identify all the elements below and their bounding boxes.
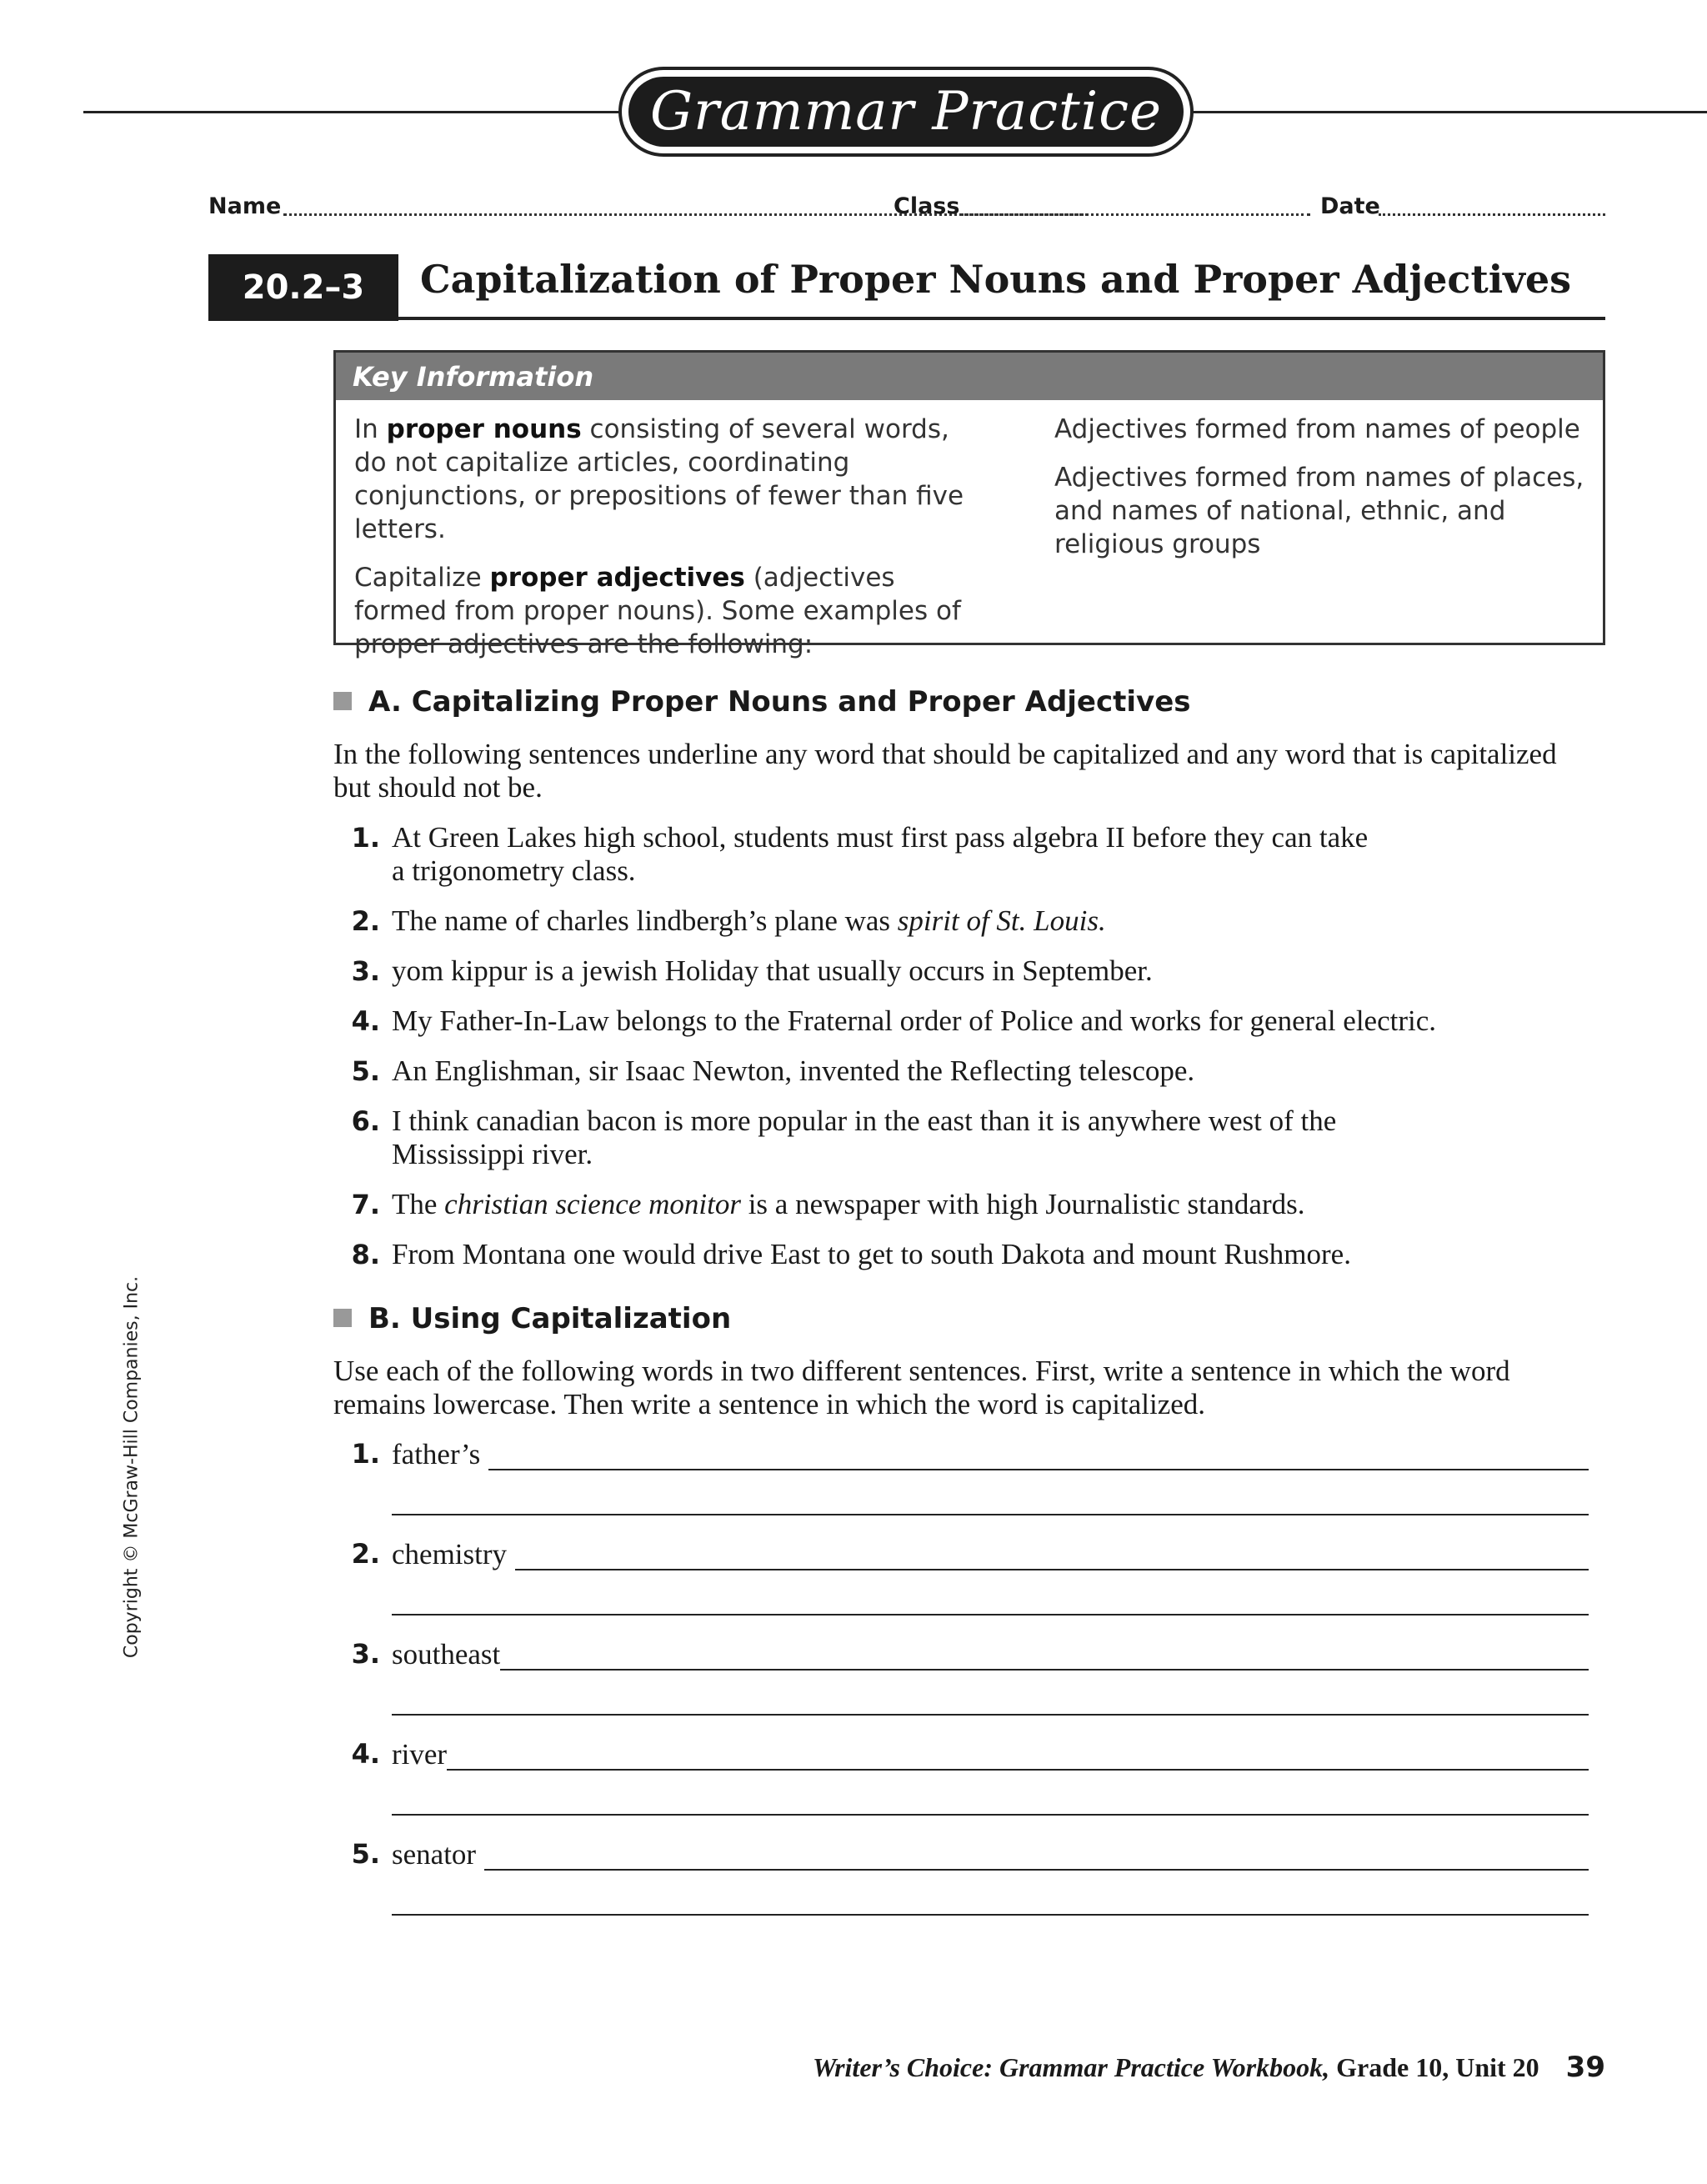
- page-number: 39: [1565, 2051, 1605, 2084]
- writing-item: 1. father’s: [350, 1438, 1589, 1471]
- page-footer: [813, 2051, 1605, 2084]
- answer-line[interactable]: [392, 1814, 1589, 1816]
- key-example-people: Adjectives formed from names of people: [1054, 414, 1580, 444]
- banner-title: Grammar Practice: [628, 77, 1184, 147]
- square-bullet-icon: [333, 1309, 352, 1327]
- key-example-places: Adjectives formed from names of places, and names of national, ethnic, and religious groups: [1054, 463, 1584, 559]
- key-paragraph-proper-adjectives: Capitalize proper adjectives (adjectives formed from proper nouns). Some examples of proper adjectives are the following:: [354, 563, 961, 659]
- class-field[interactable]: [960, 205, 1310, 216]
- header-banner: [618, 67, 1194, 157]
- key-information-box: [333, 350, 1605, 659]
- answer-line[interactable]: [392, 1569, 1589, 1570]
- writing-item: 4. river: [350, 1738, 1589, 1771]
- writing-item: 5. senator: [350, 1838, 1589, 1871]
- date-field[interactable]: [1379, 205, 1605, 216]
- answer-line[interactable]: [392, 1469, 1589, 1470]
- key-information-left-column: [354, 413, 988, 676]
- lesson-number: 20.2–3: [208, 254, 398, 321]
- book-title: Writer’s Choice: Grammar Practice Workbook,: [813, 2052, 1330, 2082]
- name-label: Name: [208, 193, 282, 219]
- lesson-title-rule: [398, 317, 1605, 320]
- answer-line[interactable]: [392, 1514, 1589, 1515]
- class-label: Class: [894, 193, 960, 219]
- key-information-right-column: [1054, 413, 1588, 576]
- key-information-heading: Key Information: [336, 353, 1603, 400]
- date-label: Date: [1320, 193, 1380, 219]
- answer-line[interactable]: [392, 1669, 1589, 1671]
- lesson-title: Capitalization of Proper Nouns and Proper Adjectives: [420, 257, 1572, 302]
- name-class-date-row: [208, 193, 1605, 227]
- answer-line[interactable]: [392, 1714, 1589, 1716]
- answer-line[interactable]: [392, 1614, 1589, 1615]
- worksheet-page: Grammar Practice Name Class Date 20.2–3 Capitalization of Proper Nouns and Proper Adjectives Key Information In proper nouns consisting of several words, do not capitalize articles, coordinating conjunctions, or prepositions of fewer than five letters. Capitalize proper adjectives (adjectives formed from proper nouns). Some examples of proper adjectives are the following: Adjectives formed from names of people Adjectives formed from names of places, and names of national, ethnic, and religious groups A. Capitalizing Proper Nouns and Proper Adjectives In the following sentences underline any word that should be capitalized and any word that is capitalized but should not be. 1. At Green Lakes high school, students must first pass algebra II before they can take a trigonometry class. 2. The name of charles lindbergh’s plane was spirit of St. Louis. 3. yom kippur is a jewish Holiday that usually occurs in September. 4. My Father-In-Law belongs to the Fraternal order of Police and works for general electric. 5. An Englishman, sir Isaac Newton, invented the Reflecting telescope. 6. I think canadian bacon is more popular in the east than it is anywhere west of the Mississippi river. 7. The christian science monitor is a newspaper with high Journalistic standards. 8. From Montana one would drive East to get to south Dakota and mount Rushmore. B. Using Capitalization Use each of the following words in two different sentences. First, write a sentence in which the word remains lowercase. Then write a sentence in which the word is capitalized. 1. father’s 2. chemistry 3. southeast 4. river 5. senator Copyright © McGraw-Hill Companies, Inc. Writer’s Choice: Grammar Practice Workbook, Grade 10, Unit 20 39: [0, 0, 1707, 2184]
- section-a-instructions: In the following sentences underline any word that should be capitalized and any word that is capitalized but should not be.: [333, 738, 1557, 804]
- section-b-instructions: Use each of the following words in two different sentences. First, write a sentence in which the word remains lowercase. Then write a sentence in which the word is capitalized.: [333, 1355, 1510, 1420]
- section-b-heading: B. Using Capitalization: [333, 1302, 731, 1335]
- key-paragraph-proper-nouns: In proper nouns consisting of several words, do not capitalize articles, coordinating conjunctions, or prepositions of fewer than five letters.: [354, 414, 964, 544]
- square-bullet-icon: [333, 692, 352, 710]
- answer-line[interactable]: [392, 1869, 1589, 1871]
- writing-item: 3. southeast: [350, 1638, 1589, 1671]
- copyright-note: Copyright © McGraw-Hill Companies, Inc.: [121, 1275, 143, 1659]
- writing-item: 2. chemistry: [350, 1538, 1589, 1571]
- grade-unit: Grade 10, Unit 20: [1329, 2052, 1539, 2082]
- answer-line[interactable]: [392, 1769, 1589, 1771]
- answer-line[interactable]: [392, 1914, 1589, 1916]
- section-a-heading: A. Capitalizing Proper Nouns and Proper Adjectives: [333, 685, 1191, 719]
